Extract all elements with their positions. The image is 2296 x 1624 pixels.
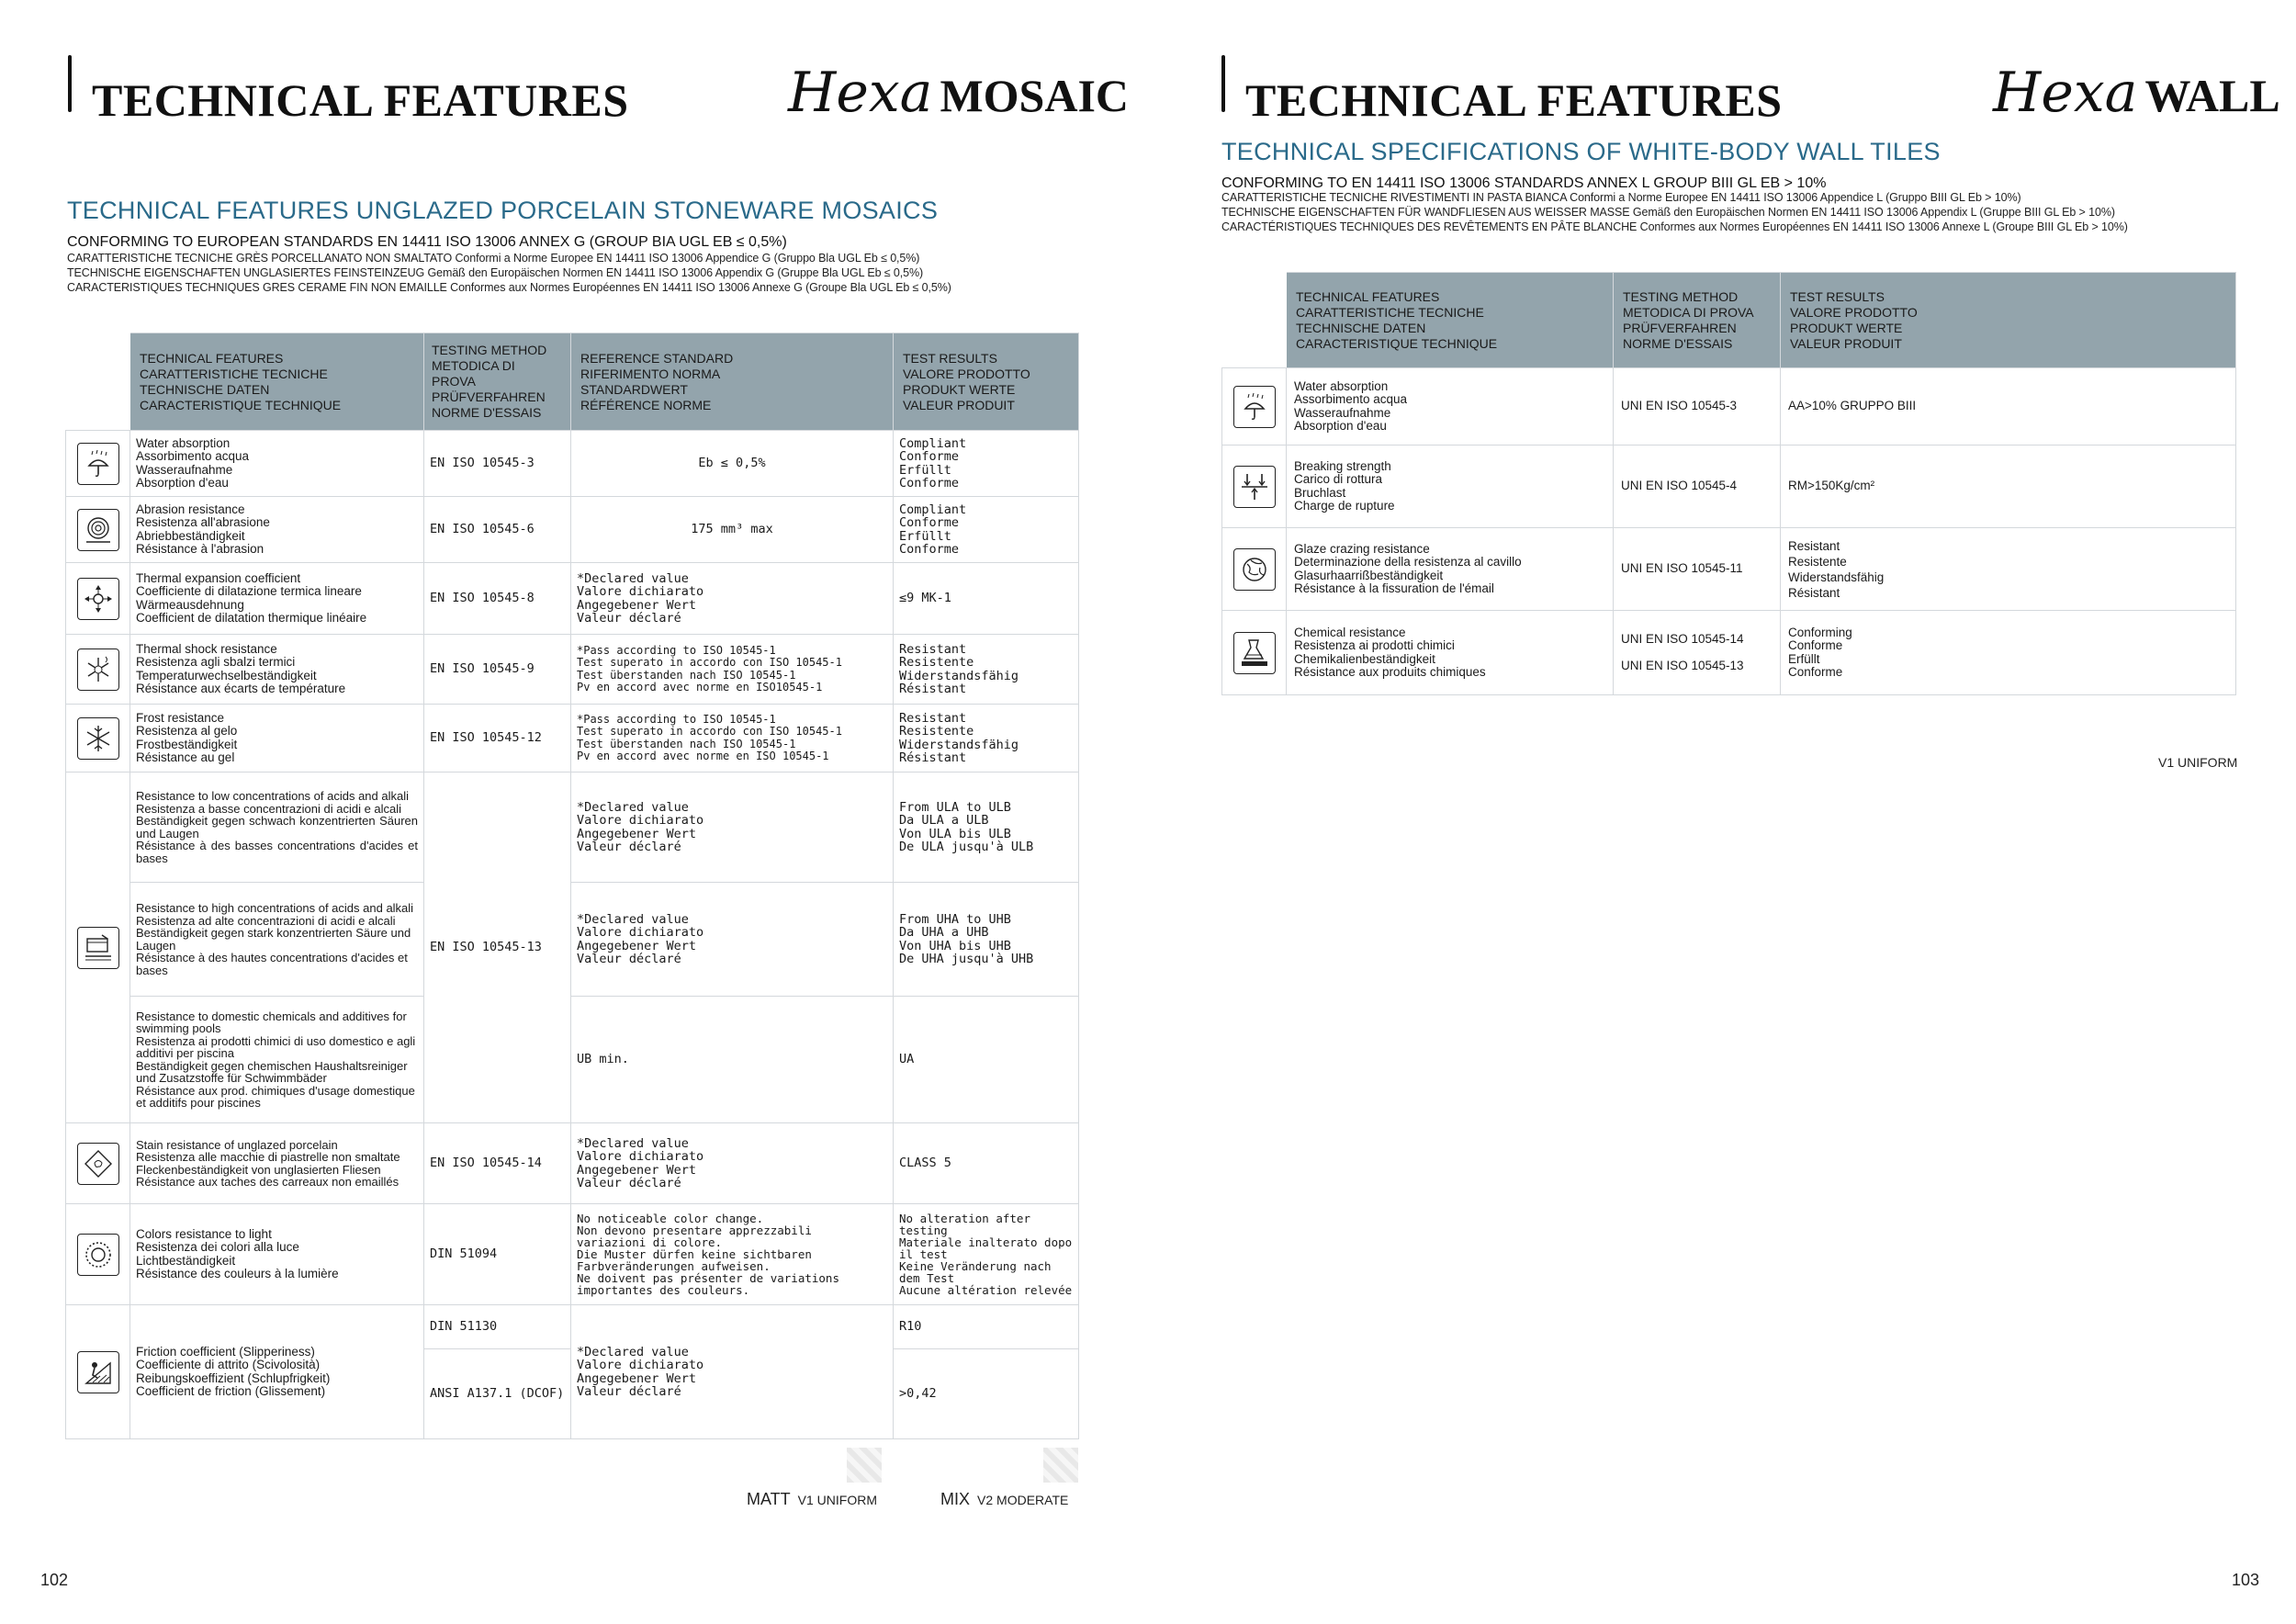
right-page [1148, 0, 2296, 1624]
method-cell: ANSI A137.1 (DCOF) [424, 1349, 571, 1439]
table-row [1222, 528, 2236, 611]
brand-word: WALL [2144, 70, 2280, 121]
result-cell: Compliant Conforme Erfüllt Conforme [894, 431, 1079, 497]
table-row [66, 563, 1079, 635]
finish-label: MIX [940, 1490, 971, 1508]
table-row [1222, 445, 2236, 528]
table-row [1222, 368, 2236, 445]
feature-cell: Resistance to high concentrations of acids and alkali Resistenza ad alte concentrazioni di acidi e alcali Beständigkeit gegen stark konzentrierten Säure und Laugen Résistance à des hautes concentrations d'acides et bases [130, 883, 424, 997]
page-title: TECHNICAL FEATURES [1245, 74, 1783, 126]
header-blank [1222, 273, 1287, 368]
spec-table-wall [1221, 272, 2236, 695]
feature-cell: Water absorption Assorbimento acqua Wasseraufnahme Absorption d'eau [1287, 368, 1614, 445]
standard-cell: No noticeable color change. Non devono presentare apprezzabili variazioni di colore. Die Muster dürfen keine sichtbaren Farbveränderungen aufweisen. Ne doivent pas présenter de variations importantes des couleurs. [571, 1204, 894, 1305]
result-cell: Conforming Conforme Erfüllt Conforme [1781, 611, 2236, 695]
table-row [66, 1305, 1079, 1349]
result-cell: R10 [894, 1305, 1079, 1349]
conforming-line: CARACTERISTIQUES TECHNIQUES GRES CERAME FIN NON EMAILLE Conformes aux Normes Européennes EN 14411 ISO 13006 Annexe G (Groupe Bla UGL Eb ≤ 0,5%) [67, 281, 951, 294]
header-features: TECHNICAL FEATURES CARATTERISTICHE TECNICHE TECHNISCHE DATEN CARACTERISTIQUE TECHNIQUE [130, 333, 424, 431]
method-cell: EN ISO 10545-6 [424, 497, 571, 563]
feature-cell: Resistance to low concentrations of acids and alkali Resistenza a basse concentrazioni di acidi e alcali Beständigkeit gegen schwach konzentrierten Säuren und Laugen Résistance à des basses concentrations d'acides et bases [130, 773, 424, 883]
section-heading: TECHNICAL SPECIFICATIONS OF WHITE-BODY WALL TILES [1221, 138, 1941, 165]
table-row [66, 705, 1079, 773]
standard-cell: *Pass according to ISO 10545-1 Test superato in accordo con ISO 10545-1 Test überstanden nach ISO 10545-1 Pv en accord avec norme en ISO 10545-1 [571, 705, 894, 773]
water-absorption-icon [77, 443, 119, 485]
table-row [1222, 611, 2236, 695]
stain-resistance-icon [77, 1143, 119, 1185]
table-header-row [66, 333, 1079, 431]
page-number: 103 [2232, 1571, 2260, 1589]
standard-cell: *Declared value Valore dichiarato Angegebener Wert Valeur déclaré [571, 773, 894, 883]
standard-cell: *Declared value Valore dichiarato Angegebener Wert Valeur déclaré [571, 1123, 894, 1204]
method-cell: UNI EN ISO 10545-4 [1614, 445, 1781, 528]
result-cell: RM>150Kg/cm² [1781, 445, 2236, 528]
header-results: TEST RESULTS VALORE PRODOTTO PRODUKT WERTE VALEUR PRODUIT [1781, 273, 2236, 368]
brand-word: MOSAIC [940, 70, 1130, 121]
title-accent-mark [68, 55, 72, 112]
abrasion-icon [77, 509, 119, 551]
feature-cell: Thermal shock resistance Resistenza agli sbalzi termici Temperaturwechselbeständigkeit Résistance aux écarts de température [130, 635, 424, 705]
header-method: TESTING METHOD METODICA DI PROVA PRÜFVERFAHREN NORME D'ESSAIS [424, 333, 571, 431]
result-cell: UA [894, 997, 1079, 1123]
feature-cell: Thermal expansion coefficient Coefficiente di dilatazione termica lineare Wärmeausdehnung Coefficient de dilatation thermique linéaire [130, 563, 424, 635]
method-cell: EN ISO 10545-8 [424, 563, 571, 635]
result-cell: ≤9 MK-1 [894, 563, 1079, 635]
standard-cell: Eb ≤ 0,5% [571, 431, 894, 497]
glaze-crazing-icon [1233, 548, 1276, 591]
friction-icon [77, 1351, 119, 1393]
footer-mix [940, 1490, 1068, 1509]
feature-cell: Breaking strength Carico di rottura Bruchlast Charge de rupture [1287, 445, 1614, 528]
result-cell: Resistant Resistente Widerstandsfähig Résistant [1781, 528, 2236, 611]
result-cell: No alteration after testing Materiale inalterato dopo il test Keine Veränderung nach dem Test Aucune altération relevée [894, 1204, 1079, 1305]
feature-cell: Stain resistance of unglazed porcelain Resistenza alle macchie di piastrelle non smaltate Fleckenbeständigkeit von unglasierten Fliesen Résistance aux taches des carreaux non emaillés [130, 1123, 424, 1204]
table-row [66, 497, 1079, 563]
result-cell: Resistant Resistente Widerstandsfähig Résistant [894, 635, 1079, 705]
method-cell: EN ISO 10545-14 [424, 1123, 571, 1204]
feature-cell: Abrasion resistance Resistenza all'abrasione Abriebbeständigkeit Résistance à l'abrasion [130, 497, 424, 563]
result-cell: >0,42 [894, 1349, 1079, 1439]
conforming-line: CARATTERISTICHE TECNICHE GRÈS PORCELLANATO NON SMALTATO Conformi a Norme Europee EN 14411 ISO 13006 Appendice G (Gruppo Bla UGL Eb ≤ 0,5%) [67, 252, 920, 265]
brand-logo [1993, 61, 2280, 125]
result-cell: From ULA to ULB Da ULA a ULB Von ULA bis ULB De ULA jusqu'à ULB [894, 773, 1079, 883]
feature-cell: Chemical resistance Resistenza ai prodotti chimici Chemikalienbeständigkeit Résistance aux produits chimiques [1287, 611, 1614, 695]
thermal-shock-icon [77, 648, 119, 691]
light-resistance-icon [77, 1234, 119, 1276]
standard-cell: UB min. [571, 997, 894, 1123]
conforming-line: TECHNISCHE EIGENSCHAFTEN UNGLASIERTES FEINSTEINZEUG Gemäß den Europäischen Normen EN 14411 ISO 13006 Appendix G (Gruppe Bla UGL Eb ≤ 0,5%) [67, 266, 924, 279]
result-cell: Resistant Resistente Widerstandsfähig Résistant [894, 705, 1079, 773]
title-accent-mark [1221, 55, 1225, 112]
variation-label: V2 MODERATE [977, 1493, 1069, 1507]
conforming-main: CONFORMING TO EN 14411 ISO 13006 STANDARDS ANNEX L GROUP BIII GL EB > 10% [1221, 175, 1827, 191]
method-cell: UNI EN ISO 10545-3 [1614, 368, 1781, 445]
standard-cell: 175 mm³ max [571, 497, 894, 563]
standard-cell: *Declared value Valore dichiarato Angegebener Wert Valeur déclaré [571, 883, 894, 997]
result-cell: CLASS 5 [894, 1123, 1079, 1204]
table-row [66, 431, 1079, 497]
brand-logo [788, 61, 1129, 125]
swatch-mix [1043, 1448, 1078, 1483]
method-cell: UNI EN ISO 10545-11 [1614, 528, 1781, 611]
conforming-line: CARATTERISTICHE TECNICHE RIVESTIMENTI IN PASTA BIANCA Conformi a Norme Europee EN 14411 ISO 13006 Appendice L (Gruppo BIII GL Eb > 10%) [1221, 191, 2021, 204]
feature-cell: Water absorption Assorbimento acqua Wasseraufnahme Absorption d'eau [130, 431, 424, 497]
brand-script: Hexa [788, 61, 933, 125]
method-cell: EN ISO 10545-3 [424, 431, 571, 497]
footer-matt [747, 1490, 877, 1509]
result-cell: AA>10% GRUPPO BIII [1781, 368, 2236, 445]
feature-cell: Resistance to domestic chemicals and additives for swimming pools Resistenza ai prodotti chimici di uso domestico e agli additivi per piscina Beständigkeit gegen chemischen Haushaltsreiniger und Zusatzstoffe für Schwimmbäder Résistance aux prod. chimiques d'usage domestique et additifs pour piscines [130, 997, 424, 1123]
chemical-resistance-icon [77, 927, 119, 969]
table-row [66, 997, 1079, 1123]
water-absorption-icon [1233, 386, 1276, 428]
header-standard: REFERENCE STANDARD RIFERIMENTO NORMA STANDARDWERT RÉFÉRENCE NORME [571, 333, 894, 431]
thermal-expansion-icon [77, 578, 119, 620]
conforming-main: CONFORMING TO EUROPEAN STANDARDS EN 14411 ISO 13006 ANNEX G (GROUP BIA UGL EB ≤ 0,5%) [67, 234, 787, 250]
table-row [66, 1204, 1079, 1305]
conforming-line: TECHNISCHE EIGENSCHAFTEN FÜR WANDFLIESEN AUS WEISSER MASSE Gemäß den Europäischen Normen EN 14411 ISO 13006 Appendix L (Gruppe BIII GL Eb > 10%) [1221, 206, 2115, 219]
table-row [66, 773, 1079, 883]
variation-label: V1 UNIFORM [797, 1493, 877, 1507]
table-row [66, 635, 1079, 705]
header-features: TECHNICAL FEATURES CARATTERISTICHE TECNICHE TECHNISCHE DATEN CARACTERISTIQUE TECHNIQUE [1287, 273, 1614, 368]
finish-label: MATT [747, 1490, 791, 1508]
header-blank [66, 333, 130, 431]
feature-cell: Glaze crazing resistance Determinazione della resistenza al cavillo Glasurhaarrißbeständigkeit Résistance à la fissuration de l'émail [1287, 528, 1614, 611]
chemical-resistance-icon [1233, 632, 1276, 674]
result-cell: Compliant Conforme Erfüllt Conforme [894, 497, 1079, 563]
method-cell: EN ISO 10545-13 [424, 773, 571, 1123]
method-cell: EN ISO 10545-12 [424, 705, 571, 773]
frost-icon [77, 717, 119, 760]
standard-cell: *Declared value Valore dichiarato Angegebener Wert Valeur déclaré [571, 1305, 894, 1439]
header-results: TEST RESULTS VALORE PRODOTTO PRODUKT WERTE VALEUR PRODUIT [894, 333, 1079, 431]
table-row [66, 883, 1079, 997]
method-cell: DIN 51130 [424, 1305, 571, 1349]
result-cell: From UHA to UHB Da UHA a UHB Von UHA bis UHB De UHA jusqu'à UHB [894, 883, 1079, 997]
footer-variation-note: V1 UNIFORM [2158, 755, 2238, 770]
page-title: TECHNICAL FEATURES [92, 74, 629, 126]
standard-cell: *Pass according to ISO 10545-1 Test superato in accordo con ISO 10545-1 Test überstanden nach ISO 10545-1 Pv en accord avec norme en ISO10545-1 [571, 635, 894, 705]
section-heading: TECHNICAL FEATURES UNGLAZED PORCELAIN STONEWARE MOSAICS [67, 197, 939, 224]
swatch-matt [847, 1448, 882, 1483]
method-cell: DIN 51094 [424, 1204, 571, 1305]
brand-script: Hexa [1993, 61, 2138, 125]
table-row [66, 1123, 1079, 1204]
header-method: TESTING METHOD METODICA DI PROVA PRÜFVERFAHREN NORME D'ESSAIS [1614, 273, 1781, 368]
breaking-strength-icon [1233, 466, 1276, 508]
spec-table-mosaic [65, 333, 1079, 1439]
conforming-line: CARACTÉRISTIQUES TECHNIQUES DES REVÊTEMENTS EN PÂTE BLANCHE Conformes aux Normes Européennes EN 14411 ISO 13006 Annexe L (Groupe BIII GL Eb > 10%) [1221, 220, 2128, 233]
feature-cell: Colors resistance to light Resistenza dei colori alla luce Lichtbeständigkeit Résistance des couleurs à la lumière [130, 1204, 424, 1305]
method-cell: EN ISO 10545-9 [424, 635, 571, 705]
feature-cell: Frost resistance Resistenza al gelo Frostbeständigkeit Résistance au gel [130, 705, 424, 773]
table-header-row [1222, 273, 2236, 368]
standard-cell: *Declared value Valore dichiarato Angegebener Wert Valeur déclaré [571, 563, 894, 635]
page-number: 102 [40, 1571, 69, 1589]
feature-cell: Friction coefficient (Slipperiness) Coefficiente di attrito (Scivolosità) Reibungskoeffizient (Schlupfrigkeit) Coefficient de friction (Glissement) [130, 1305, 424, 1439]
method-cell: UNI EN ISO 10545-14 UNI EN ISO 10545-13 [1614, 611, 1781, 695]
